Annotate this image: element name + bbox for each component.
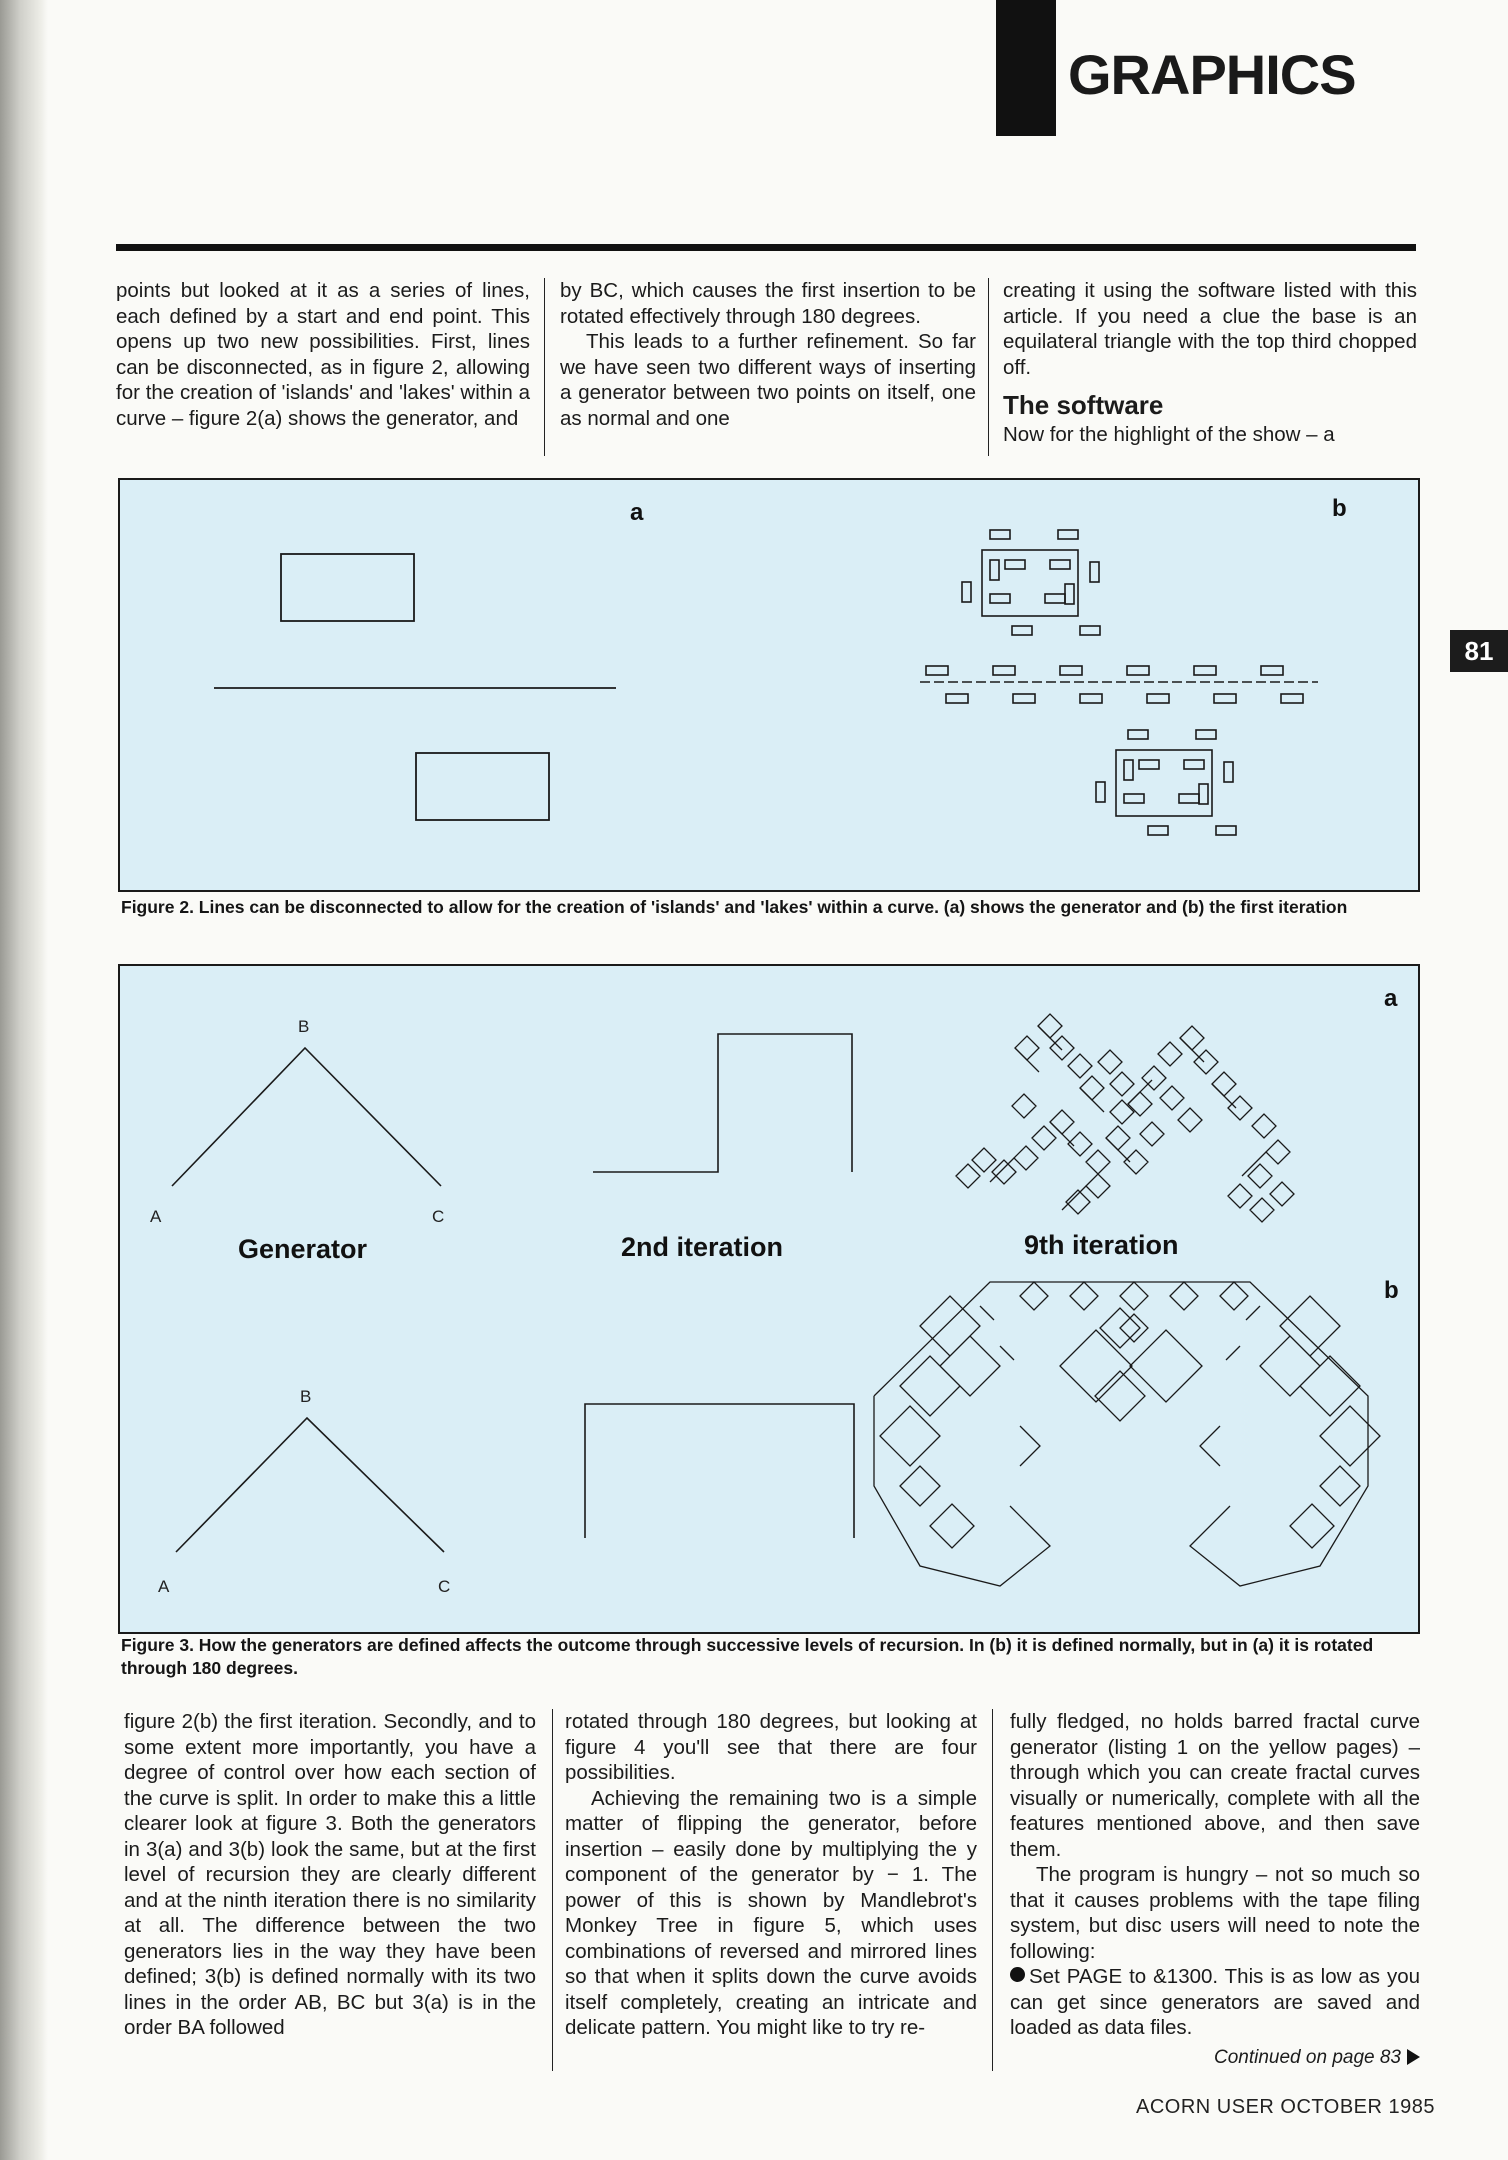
figure-3-drawing bbox=[120, 966, 1418, 1632]
point-c-label-lower: C bbox=[438, 1577, 451, 1596]
paragraph: rotated through 180 degrees, but looking at figure 4 you'll see that there are four possibilities. bbox=[565, 1710, 977, 1784]
paragraph: creating it using the software listed with this article. If you need a clue the base is an equilateral triangle with the top third chopped off. bbox=[1003, 279, 1417, 379]
column-2-bottom bbox=[565, 1709, 977, 2041]
page-number-tab: 81 bbox=[1450, 630, 1508, 672]
bullet-paragraph bbox=[1010, 1964, 1420, 2041]
header-rule bbox=[116, 244, 1416, 251]
generator-caption: Generator bbox=[238, 1234, 368, 1264]
paragraph: Now for the highlight of the show – a bbox=[1003, 423, 1335, 446]
section-heading: The software bbox=[1003, 390, 1164, 420]
figure-2-drawing bbox=[120, 480, 1418, 890]
header-black-block bbox=[996, 0, 1056, 136]
point-a-label: A bbox=[150, 1207, 162, 1226]
generator-b-lines bbox=[176, 1418, 444, 1552]
page-binding-shadow bbox=[0, 0, 48, 2160]
paragraph: The program is hungry – not so much so that it causes problems with the tape filing system, but disc users will need to note the following: bbox=[1010, 1863, 1420, 1963]
paragraph: fully fledged, no holds barred fractal curve generator (listing 1 on the yellow pages) – through which you can create fractal curves visually or numerically, complete with all the features mentioned above, and then save them. bbox=[1010, 1710, 1420, 1861]
paragraph: Achieving the remaining two is a simple matter of flipping the generator, before insertion – easily done by multiplying the y component of the generator by − 1. The power of this is shown by Mandlebrot's Monkey Tree in figure 5, which uses combinations of reversed and mirrored lines so that when it splits down the curve avoids itself completely, creating an intricate and delicate pattern. You might like to try re- bbox=[565, 1786, 977, 2039]
column-divider bbox=[988, 278, 989, 456]
point-b-label: B bbox=[298, 1017, 310, 1036]
first-iteration-pattern bbox=[920, 530, 1318, 835]
paragraph: This leads to a further refinement. So far we have seen two different ways of inserting a generator between two points on itself, one as normal and one bbox=[560, 330, 976, 430]
bullet-text: Set PAGE to &1300. This is as low as you can get since generators are saved and loaded as data files. bbox=[1010, 1965, 1420, 2039]
continued-text: Continued on page 83 bbox=[1214, 2046, 1401, 2068]
figure-3-label-b: b bbox=[1384, 1277, 1399, 1304]
figure-2-label-a: a bbox=[630, 499, 644, 526]
column-divider bbox=[544, 278, 545, 456]
figure-3 bbox=[118, 964, 1420, 1634]
continued-note bbox=[1010, 2045, 1420, 2071]
column-2-top bbox=[560, 278, 976, 431]
column-3-bottom bbox=[1010, 1709, 1420, 2070]
lake-rect-lower bbox=[416, 753, 549, 820]
figure-3-caption: Figure 3. How the generators are defined affects the outcome through successive levels of recursion. In (b) it is defined normally, but in (a) it is rotated through 180 degrees. bbox=[121, 1635, 1374, 1678]
figure-3-label-a: a bbox=[1384, 985, 1398, 1012]
island-rect-upper bbox=[281, 554, 414, 621]
ninth-iteration-b-fractal bbox=[874, 1282, 1380, 1586]
section-title: GRAPHICS bbox=[1068, 43, 1356, 106]
figure-2-caption: Figure 2. Lines can be disconnected to allow for the creation of 'islands' and 'lakes' within a curve. (a) shows the generator and (b) the first iteration bbox=[121, 897, 1348, 917]
paragraph: by BC, which causes the first insertion to be rotated effectively through 180 degrees. bbox=[560, 279, 976, 328]
point-b-label-lower: B bbox=[300, 1387, 312, 1406]
second-iteration-a-lines bbox=[593, 1034, 852, 1172]
point-a-label-lower: A bbox=[158, 1577, 170, 1596]
triangle-arrow-icon bbox=[1407, 2049, 1420, 2065]
ninth-iteration-caption: 9th iteration bbox=[1024, 1230, 1179, 1260]
second-iteration-b-lines bbox=[585, 1404, 854, 1538]
generator-a-lines bbox=[172, 1048, 441, 1186]
figure-2-label-b: b bbox=[1332, 495, 1347, 522]
second-iteration-caption: 2nd iteration bbox=[621, 1232, 784, 1262]
ninth-iteration-a-fractal bbox=[956, 1014, 1294, 1222]
column-1-top bbox=[116, 278, 530, 431]
bullet-icon bbox=[1010, 1967, 1025, 1982]
column-3-top bbox=[1003, 278, 1417, 448]
column-1-bottom bbox=[124, 1709, 536, 2041]
footer-issue-line: ACORN USER OCTOBER 1985 bbox=[1136, 2096, 1435, 2118]
column-divider bbox=[992, 1709, 993, 2071]
paragraph: figure 2(b) the first iteration. Secondly, and to some extent more importantly, you have a degree of control over how each section of the curve is split. In order to make this a little clearer look at figure 3. Both the generators in 3(a) and 3(b) look the same, but at the first level of recursion they are clearly different and at the ninth iteration there is no similarity at all. The difference between the two generators lies in the way they have been defined; 3(b) is defined normally with its two lines in the order AB, BC but 3(a) is in the order BA followed bbox=[124, 1710, 536, 2039]
paragraph: points but looked at it as a series of lines, each defined by a start and end point. This opens up two new possibilities. First, lines can be disconnected, as in figure 2, allowing for the creation of 'islands' and 'lakes' within a curve – figure 2(a) shows the generator, and bbox=[116, 279, 530, 430]
figure-2 bbox=[118, 478, 1420, 892]
column-divider bbox=[552, 1709, 553, 2071]
point-c-label: C bbox=[432, 1207, 445, 1226]
